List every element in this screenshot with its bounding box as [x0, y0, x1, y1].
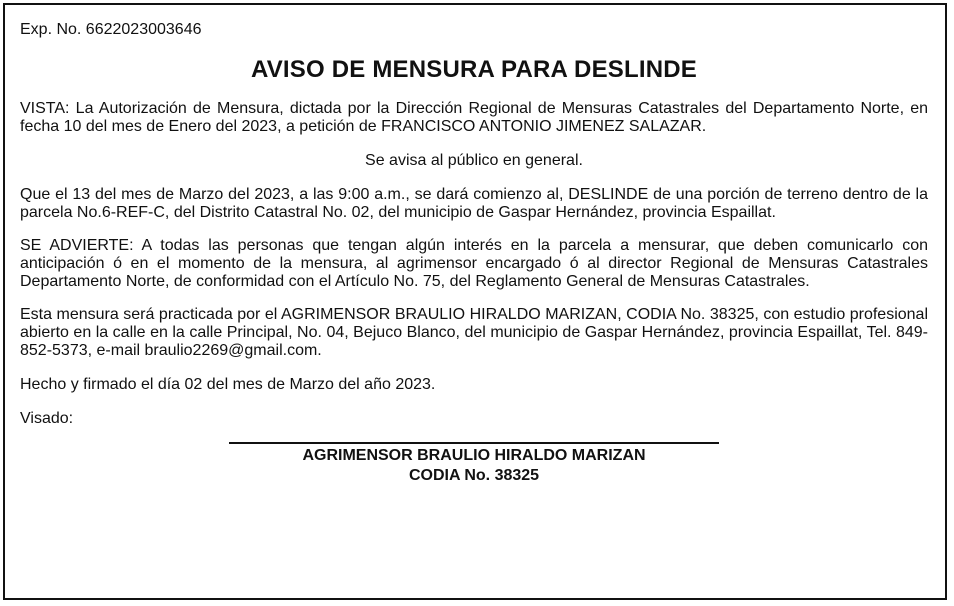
notice-title: AVISO DE MENSURA PARA DESLINDE [250, 56, 698, 83]
paragraph-vista: VISTA: La Autorización de Mensura, dictada por la Dirección Regional de Mensuras Catastrales del Departamento Norte, en fecha 10 del mes de Enero del 2023, a petición de FRANCISCO ANTONIO JIMENEZ SALAZAR. [20, 100, 928, 135]
signature-line [229, 442, 719, 444]
paragraph-public-notice: Se avisa al público en general. [365, 152, 583, 169]
visado-label: Visado: [20, 410, 74, 427]
signature-block [20, 442, 928, 486]
signature-codia: CODIA No. 38325 [408, 467, 540, 484]
notice-frame [3, 3, 947, 600]
paragraph-signed-date: Hecho y firmado el día 02 del mes de Marzo del año 2023. [20, 376, 436, 393]
paragraph-warning: SE ADVIERTE: A todas las personas que tengan algún interés en la parcela a mensurar, que deben comunicarlo con anticipación ó en el momento de la mensura, al agrimensor encargado ó al director Regional de Mensuras Catastrales Departamento Norte, de conformidad con el Artículo No. 75, del Reglamento General de Mensuras Catastrales. [20, 237, 928, 290]
notice-content [20, 21, 928, 486]
expedient-number: Exp. No. 6622023003646 [20, 21, 202, 38]
paragraph-surveyor-info: Esta mensura será practicada por el AGRIMENSOR BRAULIO HIRALDO MARIZAN, CODIA No. 38325, con estudio profesional abierto en la calle en la calle Principal, No. 04, Bejuco Blanco, del municipio de Gaspar Hernández, provincia Espaillat, Tel. 849-852-5373, e-mail braulio2269@gmail.com. [20, 306, 928, 359]
paragraph-deslinde-date: Que el 13 del mes de Marzo del 2023, a las 9:00 a.m., se dará comienzo al, DESLINDE de una porción de terreno dentro de la parcela No.6-REF-C, del Distrito Catastral No. 02, del municipio de Gaspar Hernández, provincia Espaillat. [20, 186, 928, 221]
signature-name: AGRIMENSOR BRAULIO HIRALDO MARIZAN [302, 447, 646, 464]
